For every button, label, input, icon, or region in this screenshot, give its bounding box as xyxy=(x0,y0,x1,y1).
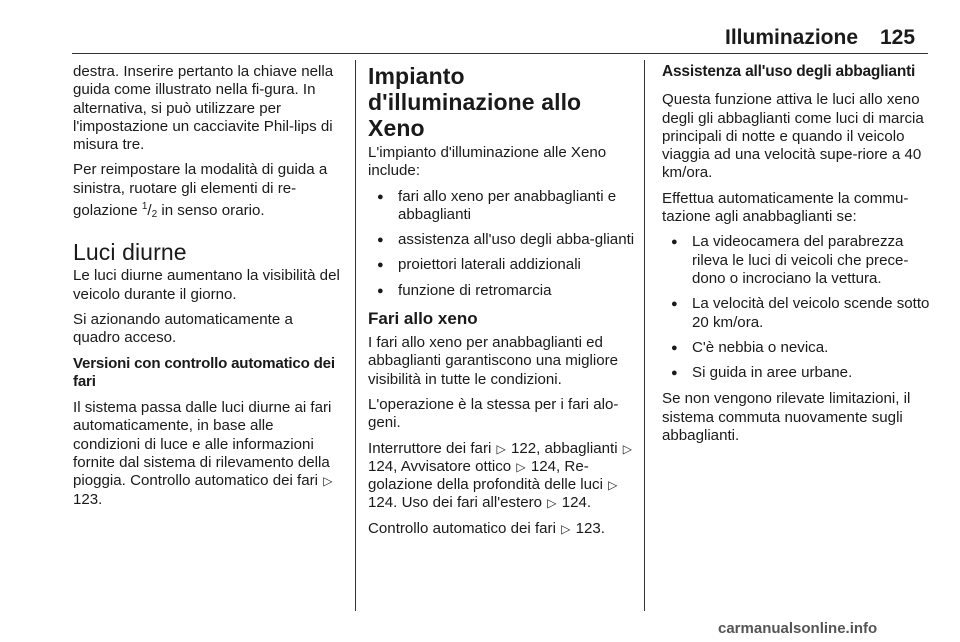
paragraph xyxy=(368,520,636,538)
page-reference-arrow-icon: ▷ xyxy=(608,478,618,493)
header-divider xyxy=(72,53,928,54)
text-span: in senso orario. xyxy=(161,202,265,220)
paragraph: Le luci diurne aumentano la visibilità del veicolo durante il giorno. xyxy=(73,267,340,303)
page-section-title: Illuminazione xyxy=(725,26,859,49)
column-divider-right xyxy=(644,60,645,611)
fraction-numerator: 1 xyxy=(141,201,148,213)
page-reference-arrow-icon: ▷ xyxy=(516,459,526,474)
page-reference[interactable]: 122, abbaglianti xyxy=(510,439,618,457)
text-span: Interruttore dei fari xyxy=(368,439,492,457)
section-heading: Luci diurne xyxy=(73,239,187,266)
list-item: ● La velocità del veicolo scende sotto 20 km/ora. xyxy=(662,295,932,332)
paragraph: L'operazione è la stessa per i fari alo-geni. xyxy=(368,395,619,432)
text-span: Per reimpostare la modalità di guida a sinistra, ruotare gli elementi di re-golazione xyxy=(73,161,328,220)
list-item: ● funzione di retromarcia xyxy=(368,282,636,300)
paragraph: Se non vengono rilevate limitazioni, il sistema commuta nuovamente sugli abbaglianti. xyxy=(662,390,911,445)
paragraph: Questa funzione attiva le luci allo xeno degli gli abbaglianti come luci di marcia principali di notte e quando il veicolo viaggia ad una velocità supe-riore a 40 km/ora. xyxy=(662,91,924,182)
subsection-heading: Versioni con controllo automatico dei fari xyxy=(73,354,335,390)
paragraph: Effettua automaticamente la commu-tazione agli anabbaglianti se: xyxy=(662,189,909,226)
list-item: ● C'è nebbia o nevica. xyxy=(662,339,932,357)
subsection-heading: Fari allo xeno xyxy=(368,309,478,329)
list-item: ● La videocamera del parabrezza rileva le luci di veicoli che prece-dono o incrociano la vettura. xyxy=(662,233,932,288)
text-span: Controllo automatico dei fari xyxy=(368,519,556,537)
page-reference-arrow-icon: ▷ xyxy=(547,496,557,511)
page-number: 125 xyxy=(880,26,916,49)
page-reference-arrow-icon: ▷ xyxy=(496,441,506,456)
section-heading: Impianto d'illuminazione allo Xeno xyxy=(368,63,582,141)
paragraph: Si azionando automaticamente a quadro acceso. xyxy=(73,310,293,347)
list-item: ● proiettori laterali addizionali xyxy=(368,256,636,274)
page-reference[interactable]: 123. xyxy=(73,490,103,508)
paragraph: L'impianto d'illuminazione alle Xeno include: xyxy=(368,144,607,180)
column-divider-left xyxy=(355,60,356,611)
site-watermark: carmanualsonline.info xyxy=(718,620,878,637)
fraction-denominator: 2 xyxy=(151,209,158,221)
column-left xyxy=(73,63,343,516)
column-right xyxy=(662,63,932,452)
page-reference[interactable]: 124, Avvisatore ottico xyxy=(368,457,512,475)
page-reference-arrow-icon: ▷ xyxy=(561,521,571,536)
paragraph: destra. Inserire pertanto la chiave nella guida come illustrato nella fi-gura. In alternativa, si può utilizzare per l'impostazione un cacciavite Phil-lips di misura tre. xyxy=(73,63,334,154)
page-reference-arrow-icon: ▷ xyxy=(622,441,632,456)
page-reference[interactable]: 124. Uso dei fari all'estero xyxy=(368,494,543,512)
column-middle xyxy=(368,63,636,545)
list-item: ● fari allo xeno per anabbaglianti e abbaglianti xyxy=(368,188,636,225)
page-reference[interactable]: 124, Re-golazione della profondità delle luci xyxy=(368,457,603,494)
text-span: Il sistema passa dalle luci diurne ai fari automaticamente, in base alle condizioni di luce e alle informazioni fornite dal sistema di rilevamento della pioggia. Controllo automatico dei fari xyxy=(73,399,332,490)
bullet-list xyxy=(368,188,636,300)
list-item: ● assistenza all'uso degli abba-glianti xyxy=(368,231,636,249)
page-reference[interactable]: 124. xyxy=(561,494,592,512)
subsection-heading: Assistenza all'uso degli abbaglianti xyxy=(662,63,916,80)
page-reference-arrow-icon: ▷ xyxy=(323,474,333,489)
page-reference[interactable]: 123. xyxy=(575,519,605,537)
bullet-list xyxy=(662,233,932,382)
list-item: ● Si guida in aree urbane. xyxy=(662,364,932,382)
paragraph: Per reimpostare la modalità di guida a sinistra, ruotare gli elementi di re-golazione $^1/_2$ in senso orario. xyxy=(73,161,328,221)
paragraph: I fari allo xeno per anabbaglianti ed abbaglianti garantiscono una migliore visibilità in tutte le condizioni. xyxy=(368,334,619,388)
paragraph xyxy=(368,440,636,513)
paragraph xyxy=(73,399,343,509)
